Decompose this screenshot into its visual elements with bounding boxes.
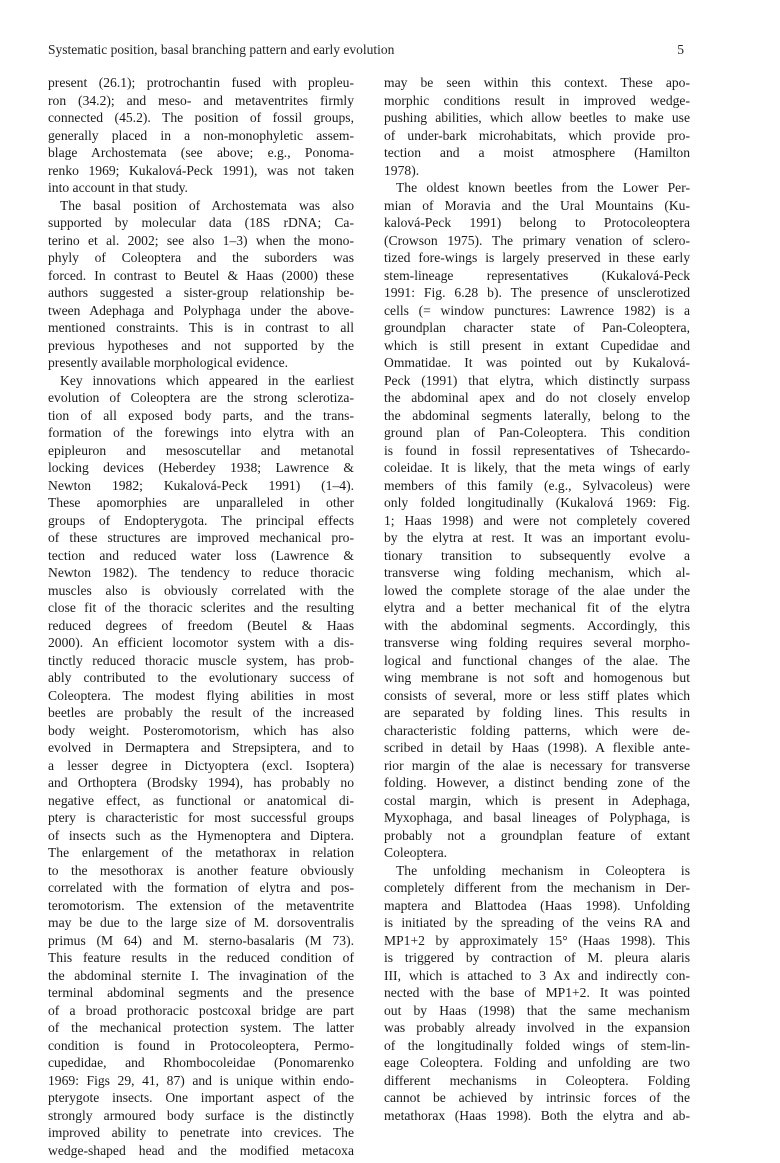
text-line: to the mesothorax is another feature obviously bbox=[48, 862, 354, 878]
text-line: of under-bark microhabitats, which provide pro- bbox=[384, 127, 690, 143]
text-line: presently available morphological evidence. bbox=[48, 355, 289, 370]
text-line: renko 1969; Kukalová-Peck 1991), was not taken bbox=[48, 162, 354, 178]
text-line: close fit of the thoracic sclerites and the resulting bbox=[48, 600, 354, 615]
text-line: and Orthoptera (Brodsky 1994), has probably no bbox=[48, 775, 354, 790]
text-line: 2000). An efficient locomotor system with a dis- bbox=[48, 635, 354, 650]
text-line: muscles also is obviously correlated with the bbox=[48, 582, 354, 598]
text-line: tion of all exposed body parts, and the trans- bbox=[48, 407, 354, 423]
text-line: The unfolding mechanism in Coleoptera is bbox=[396, 862, 690, 878]
text-line: metathorax (Haas 1998). Both the elytra and ab- bbox=[384, 1107, 690, 1123]
text-line: Myxophaga, and basal lineages of Polyphaga, is bbox=[384, 810, 690, 825]
text-line: tized fore-wings is largely preserved in these early bbox=[384, 250, 690, 265]
text-line: improved ability to penetrate into crevices. The bbox=[48, 1125, 354, 1140]
text-line: forced. In contrast to Beutel & Haas (2000) these bbox=[48, 267, 354, 283]
text-line: The oldest known beetles from the Lower Per- bbox=[396, 180, 690, 195]
text-line: different mechanisms in Coleoptera. Folding bbox=[384, 1072, 690, 1088]
text-line: out by Haas (1998) that the same mechanism bbox=[384, 1002, 690, 1018]
page-number: 5 bbox=[677, 42, 684, 57]
text-line: phyly of Coleoptera and the suborders was bbox=[48, 250, 354, 265]
left-text-column bbox=[48, 74, 354, 1159]
text-line: the abdominal sternite I. The invagination of the bbox=[48, 967, 354, 983]
text-line: 1969: Figs 29, 41, 87) and is unique within endo- bbox=[48, 1072, 354, 1088]
text-line: kalová-Peck 1991) belong to Protocoleoptera bbox=[384, 215, 690, 230]
text-line: rior margin of the alae is necessary for transverse bbox=[384, 757, 690, 773]
text-line: evolution of Coleoptera are the strong sclerotiza- bbox=[48, 390, 354, 405]
text-line: negative effect, as functional or anatomical di- bbox=[48, 792, 354, 808]
text-line: completely different from the mechanism in Der- bbox=[384, 880, 690, 895]
text-line: primus (M 64) and M. sterno-basalaris (M 73). bbox=[48, 932, 354, 948]
running-title: Systematic position, basal branching pattern and early evolution bbox=[48, 42, 395, 57]
text-line: body weight. Posteromotorism, which has also bbox=[48, 722, 354, 738]
text-line: is found in fossil representatives of Tshecardo- bbox=[384, 442, 690, 458]
text-line: Key innovations which appeared in the earliest bbox=[60, 372, 354, 388]
text-line: cells (= window punctures: Lawrence 1982) is a bbox=[384, 302, 690, 318]
text-line: blage Archostemata (see above; e.g., Ponoma- bbox=[48, 145, 354, 160]
text-line: maptera and Blattodea (Haas 1998). Unfolding bbox=[384, 897, 690, 913]
text-line: mentioned constraints. This is in contrast to all bbox=[48, 320, 354, 335]
text-line: mian of Moravia and the Ural Mountains (Ku- bbox=[384, 197, 690, 213]
text-line: pterygote insects. One important aspect of the bbox=[48, 1090, 354, 1105]
text-line: pushing abilities, which allow beetles to make use bbox=[384, 110, 690, 125]
text-line: is triggered by contraction of M. pleura alaris bbox=[384, 950, 690, 965]
text-line: scribed in detail by Haas (1998). A flexible ante- bbox=[384, 740, 690, 755]
text-line: nected with the base of MP1+2. It was pointed bbox=[384, 985, 690, 1000]
text-line: ron (34.2); and meso- and metaventrites firmly bbox=[48, 92, 354, 108]
text-line: epipleuron and mesoscutellar and metanotal bbox=[48, 442, 354, 458]
text-line: The basal position of Archostemata was also bbox=[60, 197, 354, 213]
text-line: elytra and a better mechanical fit of the elytra bbox=[384, 600, 690, 615]
text-line: tection and reduced water loss (Lawrence & bbox=[48, 547, 354, 563]
text-line: Coleoptera. The modest flying abilities in most bbox=[48, 687, 354, 703]
text-line: groups of Endopterygota. The principal effects bbox=[48, 512, 354, 528]
text-line: beetles are probably the result of the increased bbox=[48, 705, 354, 720]
text-line: ground plan of Pan-Coleoptera. This condition bbox=[384, 425, 690, 440]
text-line: folding. However, a distinct bending zone of the bbox=[384, 775, 690, 790]
text-line: cupedidae, and Rhombocoleidae (Ponomarenko bbox=[48, 1055, 354, 1070]
text-line: of the longitudinally folded wings of stem-lin- bbox=[384, 1037, 690, 1053]
text-line: may be due to the large size of M. dorsoventralis bbox=[48, 915, 354, 930]
text-line: These apomorphies are unparalleled in other bbox=[48, 495, 354, 510]
text-line: into account in that study. bbox=[48, 180, 188, 195]
text-line: strongly armoured body surface is the distinctly bbox=[48, 1107, 354, 1123]
running-header bbox=[48, 42, 684, 62]
text-line: lowed the complete storage of the alae under the bbox=[384, 582, 690, 598]
text-line: eage Coleoptera. Folding and unfolding are two bbox=[384, 1055, 690, 1070]
text-line: only folded longitudinally (Kukalová 1969: Fig. bbox=[384, 495, 690, 510]
text-line: stem-lineage representatives (Kukalová-Peck bbox=[384, 267, 690, 283]
text-line: probably not a groundplan feature of extant bbox=[384, 827, 690, 843]
text-line: supported by molecular data (18S rDNA; Ca- bbox=[48, 215, 354, 230]
text-line: are separated by folding lines. This results in bbox=[384, 705, 690, 720]
text-line: may be seen within this context. These apo- bbox=[384, 75, 690, 90]
text-line: locking devices (Heberdey 1938; Lawrence & bbox=[48, 460, 354, 475]
text-line: by the elytra at rest. It was an important evolu- bbox=[384, 530, 690, 545]
text-line: formation of the forewings into elytra with an bbox=[48, 425, 354, 440]
text-line: tection and a moist atmosphere (Hamilton bbox=[384, 145, 690, 160]
text-line: 1; Haas 1998) and were not completely covered bbox=[384, 512, 690, 528]
right-text-column bbox=[384, 74, 690, 1124]
text-line: the abdominal segments laterally, belong to the bbox=[384, 407, 690, 423]
text-line: 1991: Fig. 6.28 b). The presence of unsclerotized bbox=[384, 285, 690, 300]
text-line: correlated with the formation of elytra and pos- bbox=[48, 880, 354, 895]
text-line: previous hypotheses and not supported by the bbox=[48, 337, 354, 353]
text-line: teromotorism. The extension of the metaventrite bbox=[48, 897, 354, 913]
text-line: authors suggested a sister-group relationship be- bbox=[48, 285, 354, 300]
text-line: Ommatidae. It was pointed out by Kukalová- bbox=[384, 355, 690, 370]
text-line: of these structures are improved mechanical pro- bbox=[48, 530, 354, 545]
text-line: ably contributed to the evolutionary success of bbox=[48, 670, 354, 685]
text-line: cannot be achieved by intrinsic forces of the bbox=[384, 1090, 690, 1105]
text-line: MP1+2 by approximately 15° (Haas 1998). This bbox=[384, 932, 690, 948]
text-line: transverse wing folding requires several morpho- bbox=[384, 635, 690, 650]
text-line: was probably already involved in the expansion bbox=[384, 1020, 690, 1035]
text-line: connected (45.2). The position of fossil groups, bbox=[48, 110, 354, 125]
text-line: tinctly reduced thoracic muscle system, has prob- bbox=[48, 652, 354, 668]
text-line: wedge-shaped head and the modified metacoxa bbox=[48, 1142, 354, 1158]
text-line: transverse wing folding mechanism, which al- bbox=[384, 565, 690, 580]
text-line: The enlargement of the metathorax in relation bbox=[48, 845, 354, 860]
text-line: of the mechanical protection system. The latter bbox=[48, 1020, 354, 1035]
text-line: generally placed in a non-monophyletic assem- bbox=[48, 127, 354, 143]
text-line: reduced degrees of freedom (Beutel & Haas bbox=[48, 617, 354, 633]
text-line: This feature results in the reduced condition of bbox=[48, 950, 354, 965]
text-line: is initiated by the spreading of the veins RA and bbox=[384, 915, 690, 930]
text-line: consists of several, more or less stiff plates which bbox=[384, 687, 690, 703]
text-line: the abdominal apex and do not closely envelop bbox=[384, 390, 690, 405]
text-line: tionary transition to subsequently evolve a bbox=[384, 547, 690, 563]
text-line: which is still present in extant Cupedidae and bbox=[384, 337, 690, 353]
text-line: groundplan character state of Pan-Coleoptera, bbox=[384, 320, 690, 335]
text-line: morphic conditions result in improved wedge- bbox=[384, 92, 690, 108]
text-line: of insects such as the Hymenoptera and Diptera. bbox=[48, 827, 354, 843]
text-line: terminal abdominal segments and the presence bbox=[48, 985, 354, 1000]
text-line: Newton 1982). The tendency to reduce thoracic bbox=[48, 565, 354, 580]
text-line: Coleoptera. bbox=[384, 845, 448, 860]
text-line: present (26.1); protrochantin fused with propleu- bbox=[48, 75, 354, 90]
text-line: evolved in Dermaptera and Strepsiptera, and to bbox=[48, 740, 354, 755]
text-line: a lesser degree in Dictyoptera (excl. Isoptera) bbox=[48, 757, 354, 773]
text-line: coleidae. It is likely, that the meta wings of early bbox=[384, 460, 690, 475]
text-line: wing membrane is not soft and homogenous but bbox=[384, 670, 690, 685]
text-line: III, which is attached to 3 Ax and indirectly con- bbox=[384, 967, 690, 983]
text-line: members of this family (e.g., Sylvacoleus) were bbox=[384, 477, 690, 493]
text-line: terino et al. 2002; see also 1–3) when the mono- bbox=[48, 232, 354, 248]
text-line: Newton 1982; Kukalová-Peck 1991) (1–4). bbox=[48, 477, 354, 493]
text-line: of a broad prothoracic postcoxal bridge are part bbox=[48, 1002, 354, 1018]
text-line: (Crowson 1975). The primary venation of sclero- bbox=[384, 232, 690, 248]
text-line: Peck (1991) that elytra, which distinctly surpass bbox=[384, 372, 690, 388]
text-line: logical and functional changes of the alae. The bbox=[384, 652, 690, 668]
text-line: characteristic folding patterns, which were de- bbox=[384, 722, 690, 738]
text-line: 1978). bbox=[384, 162, 420, 178]
text-line: ptery is characteristic for most successful groups bbox=[48, 810, 354, 825]
text-line: costal margin, which is present in Adephaga, bbox=[384, 792, 690, 808]
text-line: condition is found in Protocoleoptera, Permo- bbox=[48, 1037, 354, 1053]
text-line: with the abdominal segments. Accordingly, this bbox=[384, 617, 690, 633]
text-line: tween Adephaga and Polyphaga under the above- bbox=[48, 302, 354, 318]
